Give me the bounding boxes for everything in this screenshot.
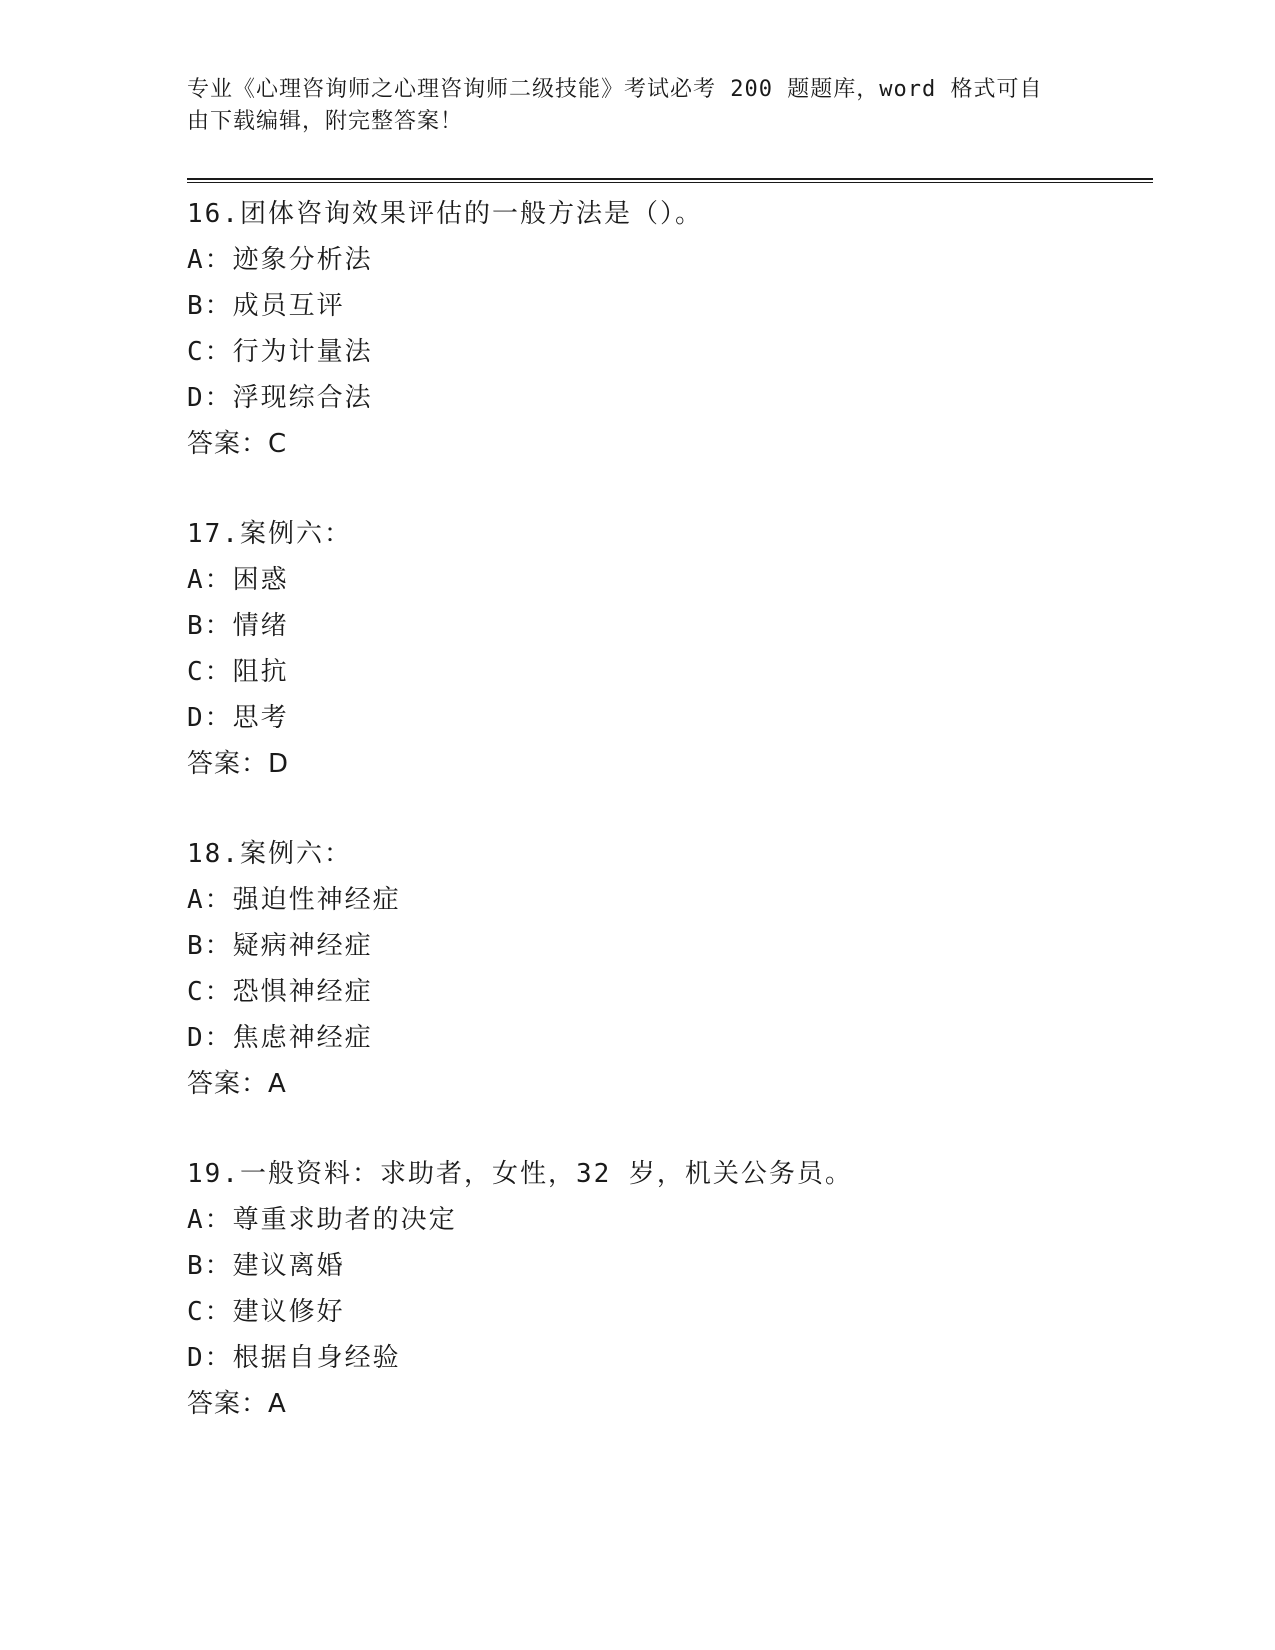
question-19 [187,1151,1147,1427]
question-stem: 18.案例六： [187,839,352,869]
header-line-1: 专业《心理咨询师之心理咨询师二级技能》考试必考 200 题题库，word 格式可自 [187,77,1043,102]
option-c: C：恐惧神经症 [187,977,373,1007]
option-c: C：阻抗 [187,657,289,687]
question-stem: 17.案例六： [187,519,352,549]
option-d: D：思考 [187,703,289,733]
option-a: A：强迫性神经症 [187,885,401,915]
question-17 [187,511,1147,787]
header-line-2: 由下载编辑，附完整答案！ [187,109,464,134]
option-b: B：疑病神经症 [187,931,373,961]
header-divider [187,178,1153,183]
option-d: D：浮现综合法 [187,383,373,413]
answer: 答案：D [187,749,290,779]
question-16 [187,191,1147,467]
option-a: A：困惑 [187,565,289,595]
option-b: B：成员互评 [187,291,345,321]
document-header [187,74,1067,138]
option-d: D：焦虑神经症 [187,1023,373,1053]
question-18 [187,831,1147,1107]
option-c: C：建议修好 [187,1297,345,1327]
question-stem: 19.一般资料：求助者，女性，32 岁，机关公务员。 [187,1159,853,1189]
option-a: A：迹象分析法 [187,245,373,275]
option-b: B：建议离婚 [187,1251,345,1281]
question-stem: 16.团体咨询效果评估的一般方法是（）。 [187,199,703,229]
answer: 答案：C [187,429,288,459]
option-d: D：根据自身经验 [187,1343,401,1373]
answer: 答案：A [187,1389,287,1419]
answer: 答案：A [187,1069,287,1099]
option-c: C：行为计量法 [187,337,373,367]
option-b: B：情绪 [187,611,289,641]
option-a: A：尊重求助者的决定 [187,1205,457,1235]
